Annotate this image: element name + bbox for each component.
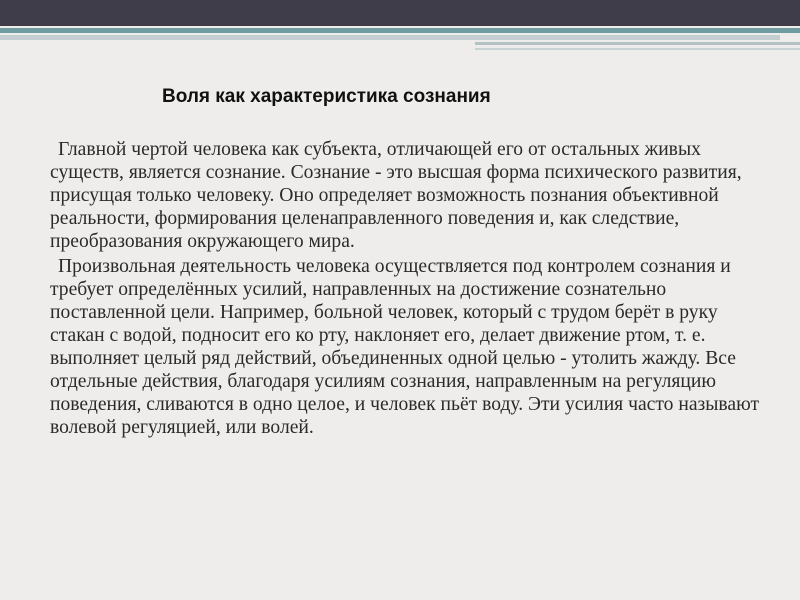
paragraph-consciousness: Главной чертой человека как субъекта, отличающей его от остальных живых существ, является сознание. Сознание - это высшая форма психического развития, присущая только человеку. Оно определяет возможность познания объективной реальности, формирования целенаправленного поведения и, как следствие, преобразования окружающего мира. [50,139,742,252]
slide-body [50,138,770,439]
slide-title: Воля как характеристика сознания [162,86,491,107]
decorative-strip-thin [475,48,800,50]
decorative-strip [0,35,780,40]
accent-line [0,28,800,33]
decorative-strip-short [475,42,800,45]
paragraph-voluntary-activity: Произвольная деятельность человека осуществляется под контролем сознания и требует определённых усилий, направленных на достижение сознательно поставленной цели. Например, больной человек, который с трудом берёт в руку стакан с водой, подносит его ко рту, наклоняет его, делает движение ртом, т. е. выполняет целый ряд действий, объединенных одной целью - утолить жажду. Все отдельные действия, благодаря усилиям сознания, направленным на регуляцию поведения, сливаются в одно целое, и человек пьёт воду. Эти усилия часто называют волевой регуляцией, или волей. [50,256,760,438]
header-bar [0,0,800,26]
